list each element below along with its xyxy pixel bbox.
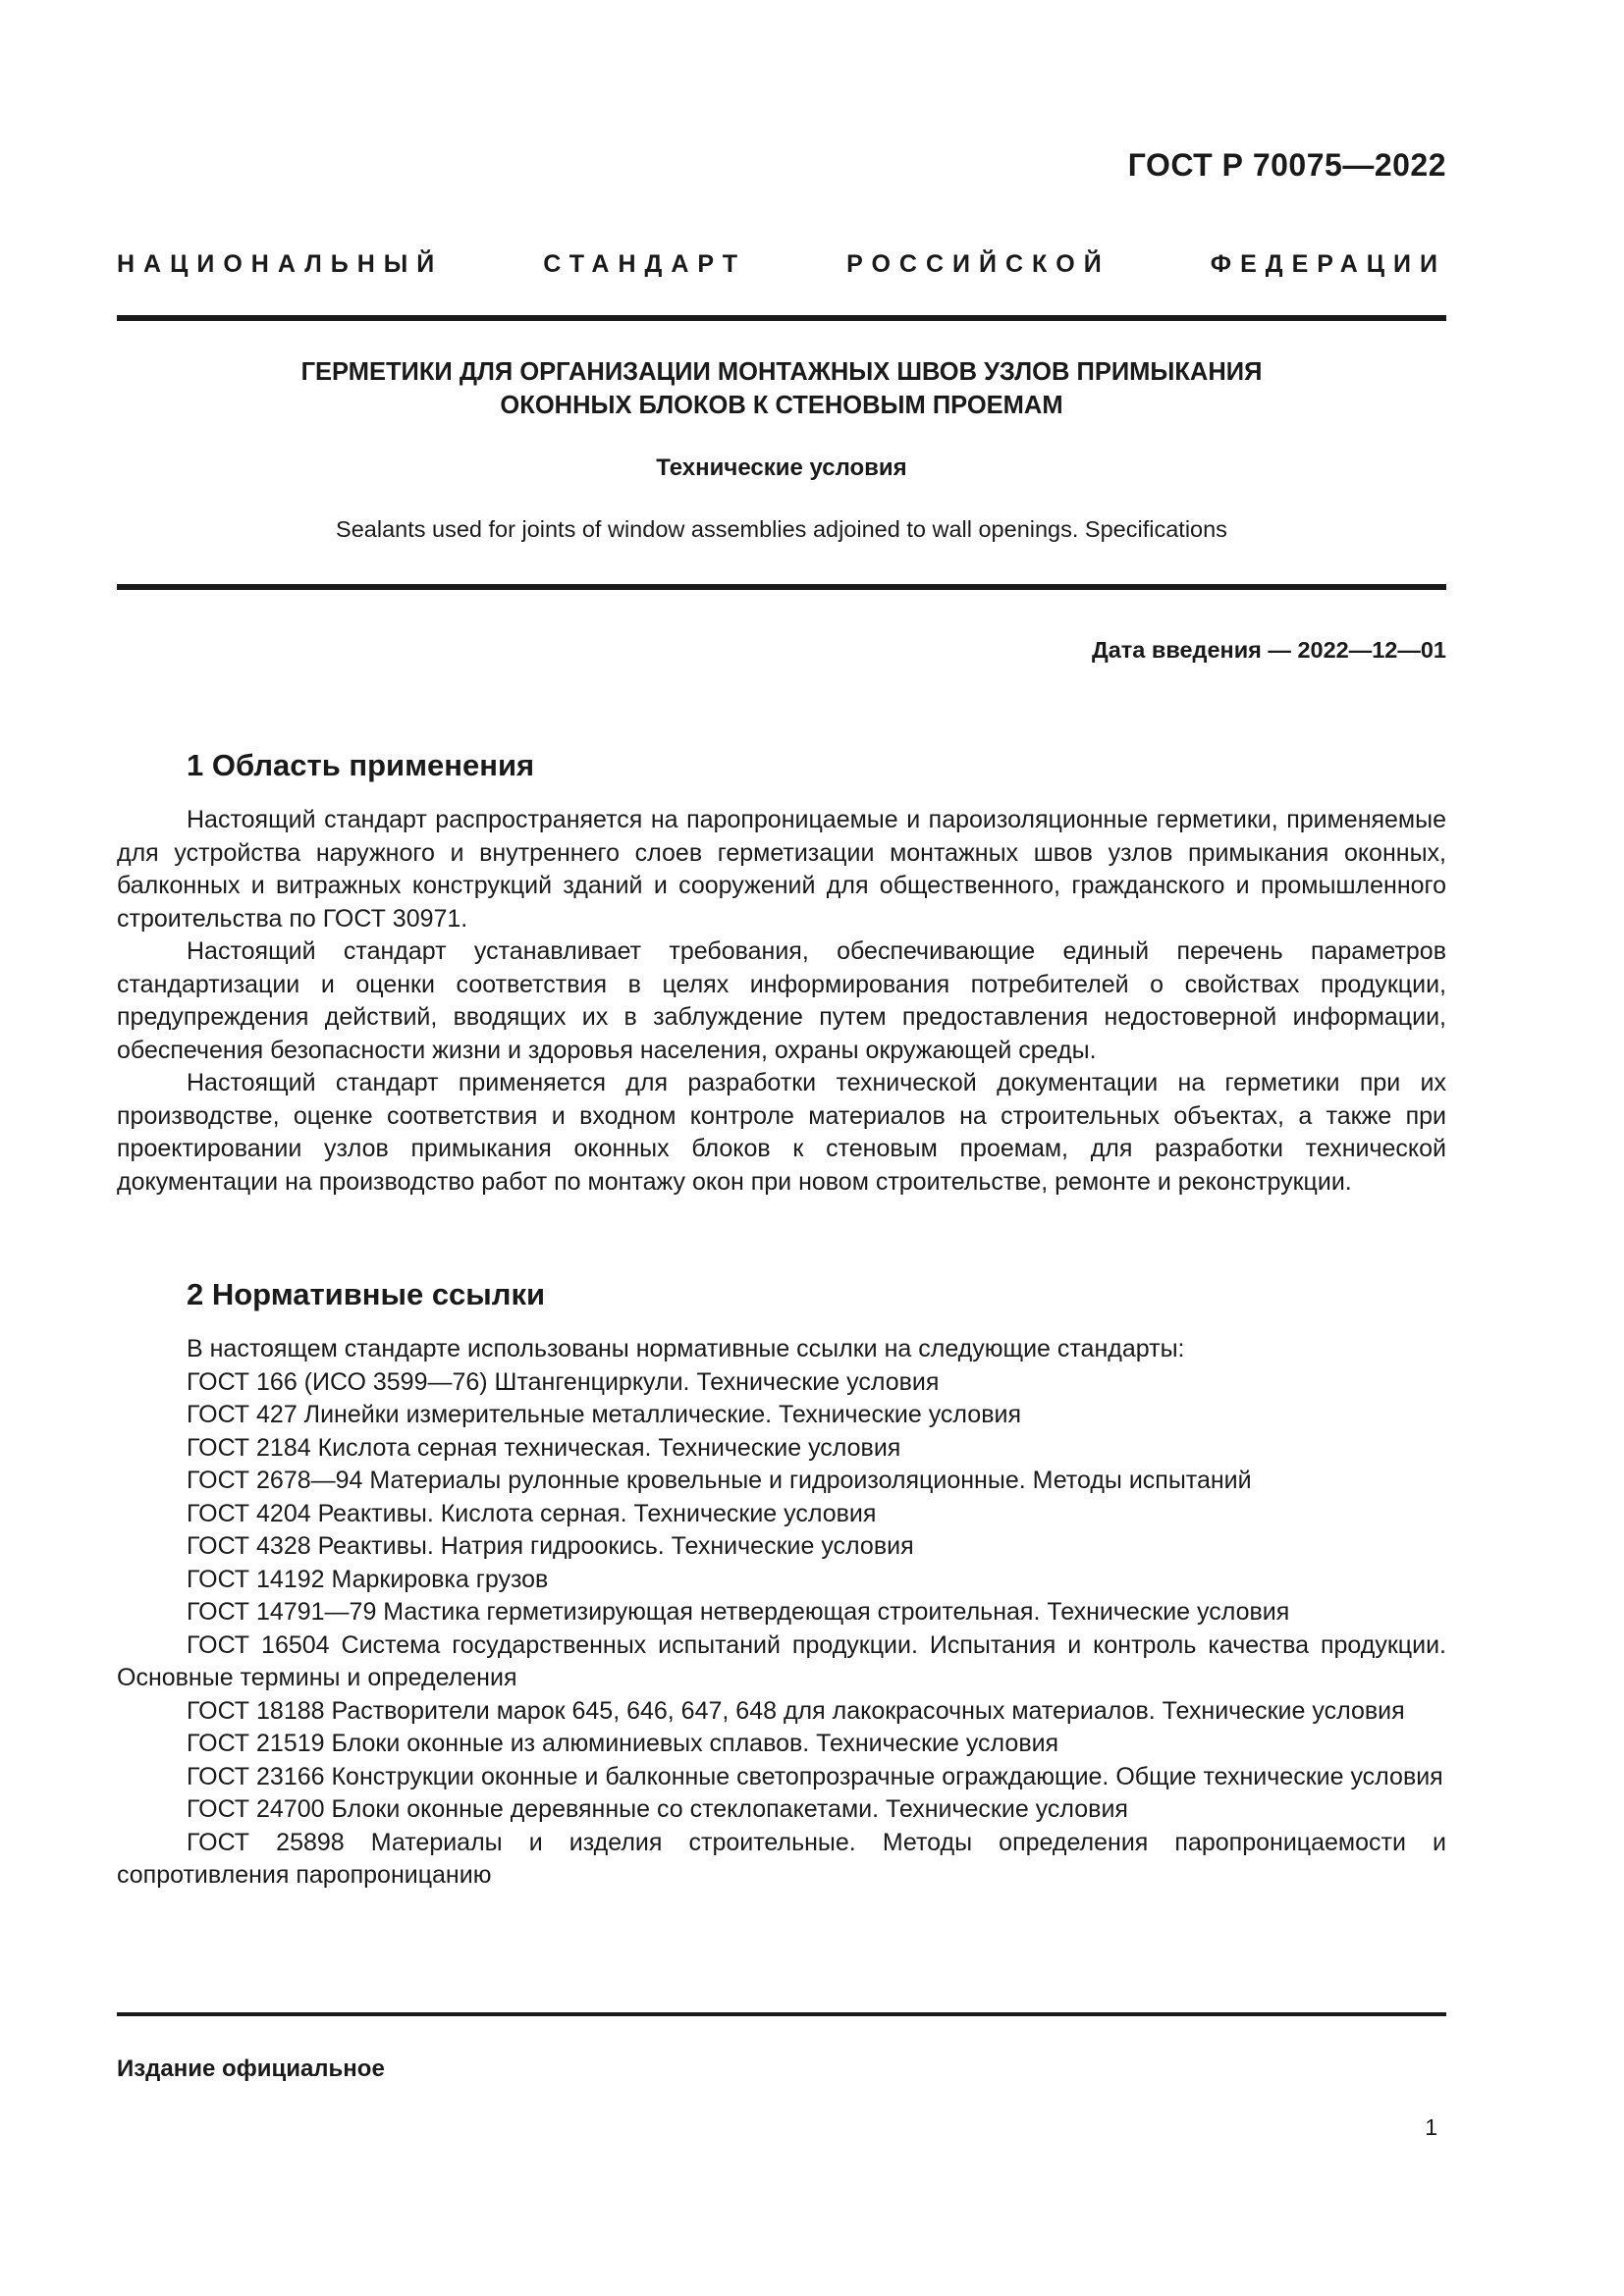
- title-line-2: ОКОННЫХ БЛОКОВ К СТЕНОВЫМ ПРОЕМАМ: [500, 392, 1063, 419]
- title-divider: [117, 584, 1446, 590]
- document-title: [117, 355, 1446, 422]
- top-divider: [117, 315, 1446, 321]
- title-line-1: ГЕРМЕТИКИ ДЛЯ ОРГАНИЗАЦИИ МОНТАЖНЫХ ШВОВ УЗЛОВ ПРИМЫКАНИЯ: [300, 358, 1263, 386]
- reference-item: ГОСТ 427 Линейки измерительные металлические. Технические условия: [187, 1401, 1021, 1428]
- page-number: 1: [1425, 2114, 1437, 2140]
- document-subtitle: Технические условия: [656, 454, 907, 481]
- reference-item: ГОСТ 14192 Маркировка грузов: [187, 1565, 549, 1593]
- section-1-body: [117, 804, 1446, 1199]
- paragraph: Настоящий стандарт распространяется на паропроницаемые и пароизоляционные герметики, применяемые для устройства наружного и внутреннего слоев герметизации монтажных швов узлов примыкания оконных, балконных и витражных конструкций зданий и сооружений для общественного, гражданского и промышленного строительства по ГОСТ 30971.: [117, 806, 1446, 933]
- reference-item: ГОСТ 2184 Кислота серная техническая. Технические условия: [187, 1433, 901, 1462]
- section-1-heading: 1 Область применения: [187, 748, 535, 782]
- reference-item: ГОСТ 4204 Реактивы. Кислота серная. Технические условия: [187, 1499, 877, 1527]
- reference-item: ГОСТ 16504 Система государственных испытаний продукции. Испытания и контроль качества продукции. Основные термины и определения: [117, 1630, 1446, 1691]
- reference-item: ГОСТ 25898 Материалы и изделия строительные. Методы определения паропроницаемости и сопротивления паропроницанию: [117, 1828, 1446, 1889]
- official-edition-label: Издание официальное: [117, 2056, 385, 2082]
- reference-item: ГОСТ 23166 Конструкции оконные и балконные светопрозрачные ограждающие. Общие технические условия: [187, 1762, 1443, 1790]
- reference-item: ГОСТ 18188 Растворители марок 645, 646, 647, 648 для лакокрасочных материалов. Технические условия: [187, 1696, 1405, 1725]
- footer-divider: [117, 2012, 1446, 2016]
- reference-item: ГОСТ 4328 Реактивы. Натрия гидроокись. Технические условия: [187, 1532, 914, 1560]
- section-2-heading: 2 Нормативные ссылки: [187, 1277, 546, 1311]
- standard-code: ГОСТ Р 70075—2022: [1127, 147, 1446, 183]
- reference-item: ГОСТ 21519 Блоки оконные из алюминиевых сплавов. Технические условия: [187, 1730, 1059, 1757]
- paragraph: Настоящий стандарт устанавливает требования, обеспечивающие единый перечень параметров стандартизации и оценки соответствия в целях информирования потребителей о свойствах продукции, предупреждения действий, вводящих их в заблуждение путем предоставления недостоверной информации, обеспечения безопасности жизни и здоровья населения, охраны окружающей среды.: [117, 937, 1446, 1064]
- reference-item: ГОСТ 24700 Блоки оконные деревянные со стеклопакетами. Технические условия: [187, 1795, 1128, 1823]
- paragraph: Настоящий стандарт применяется для разработки технической документации на герметики при их производстве, оценке соответствия и входном контроле материалов на строительных объектах, а также при проектировании узлов примыкания оконных блоков к стеновым проемам, для разработки технической документации на производство работ по монтажу окон при новом строительстве, ремонте и реконструкции.: [117, 1069, 1446, 1196]
- introduction-date: Дата введения — 2022—12—01: [1091, 637, 1446, 663]
- reference-item: ГОСТ 14791—79 Мастика герметизирующая нетвердеющая строительная. Технические условия: [187, 1598, 1290, 1626]
- reference-intro: В настоящем стандарте использованы нормативные ссылки на следующие стандарты:: [187, 1335, 1185, 1362]
- english-title: Sealants used for joints of window assemblies adjoined to wall openings. Specifications: [336, 516, 1227, 542]
- reference-item: ГОСТ 166 (ИСО 3599—76) Штангенциркули. Технические условия: [187, 1367, 940, 1396]
- reference-item: ГОСТ 2678—94 Материалы рулонные кровельные и гидроизоляционные. Методы испытаний: [187, 1467, 1252, 1494]
- national-standard-heading: НАЦИОНАЛЬНЫЙ СТАНДАРТ РОССИЙСКОЙ ФЕДЕРАЦИИ: [117, 250, 1446, 278]
- section-2-body: [117, 1333, 1446, 1893]
